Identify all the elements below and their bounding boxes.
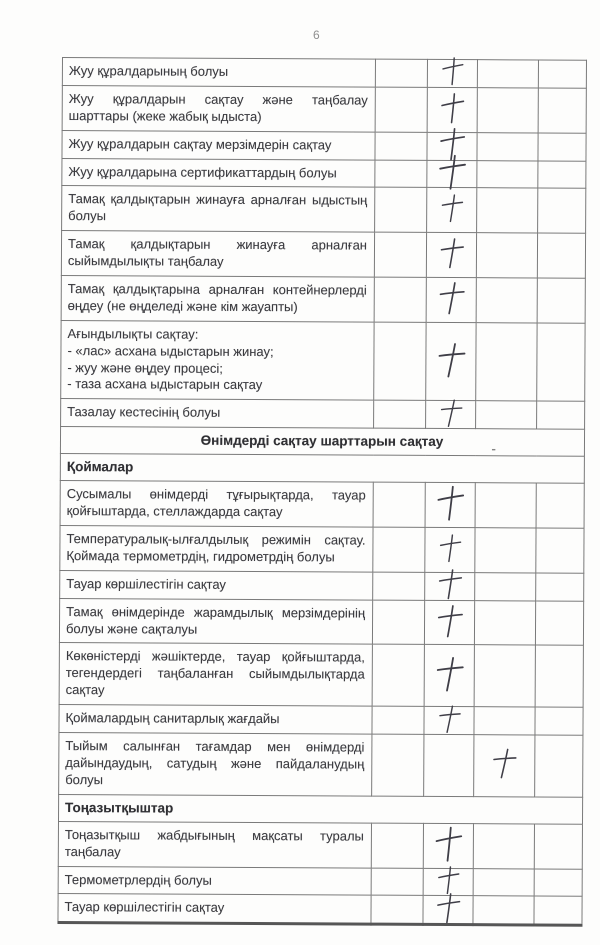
handwritten-plus-mark bbox=[436, 280, 467, 317]
check-cell-col1 bbox=[375, 188, 427, 233]
check-cell-col3 bbox=[474, 600, 535, 645]
row-label: Ағындылықты сақтау: - «лас» асхана ыдыстарын жинау; - жуу және өңдеу процесі; - таза асхана ыдыстарын сақтау bbox=[61, 320, 374, 400]
section-header-label: Қоймалар bbox=[66, 459, 134, 475]
row-label: Тыйым салынған тағамдар мен өнімдерді дайындаудың, сатудың және пайдаланудың болуы bbox=[59, 733, 372, 796]
check-cell-col1 bbox=[371, 896, 423, 925]
checklist-body bbox=[58, 58, 587, 926]
row-label: Сусымалы өнімдерді тұғырықтарда, тауар қойғыштарда, стеллаждарда сақтау bbox=[60, 481, 373, 527]
row-label: Тоңазытқыш жабдығының мақсаты туралы таңбалау bbox=[58, 821, 371, 867]
check-cell-col1 bbox=[374, 232, 426, 277]
check-cell-col2 bbox=[426, 401, 476, 429]
check-cell-col3 bbox=[475, 528, 536, 573]
handwritten-plus-mark bbox=[437, 126, 468, 163]
handwritten-plus-mark bbox=[434, 891, 462, 924]
check-cell-col3 bbox=[477, 88, 538, 133]
check-cell-col4 bbox=[534, 868, 582, 896]
table-row bbox=[61, 276, 585, 324]
check-cell-col3 bbox=[473, 868, 534, 896]
table-row bbox=[60, 481, 584, 529]
check-cell-col1 bbox=[374, 400, 426, 428]
table-row bbox=[59, 733, 583, 797]
handwritten-plus-mark bbox=[434, 340, 468, 380]
row-label: Жуу құралдарын сақтау және таңбалау шарттары (жеке жабық ыдыста) bbox=[62, 85, 375, 131]
row-label: Қоймалардың санитарлық жағдайы bbox=[59, 705, 372, 735]
table-row bbox=[59, 643, 583, 707]
row-label: Көкөністерді жәшіктерде, тауар қойғыштарда, тегендердегі таңбаланған сыйымдылықтарда сақтау bbox=[59, 643, 372, 706]
check-cell-col3 bbox=[476, 233, 537, 278]
check-cell-col2 bbox=[425, 572, 475, 600]
row-label: Тауар көршілестігін сақтау bbox=[60, 570, 373, 600]
check-cell-col2 bbox=[424, 600, 474, 645]
check-cell-col4 bbox=[534, 824, 582, 869]
handwritten-plus-mark bbox=[434, 484, 467, 523]
row-label: Тамақ өнімдерінде жарамдылық мерзімдерінің болуы және сақталуы bbox=[59, 598, 372, 644]
table-row bbox=[58, 866, 582, 897]
table-row bbox=[60, 570, 584, 601]
row-label: Жуу құралдарына сертификаттардың болуы bbox=[62, 158, 375, 188]
check-cell-col3 bbox=[475, 483, 536, 528]
section-header bbox=[58, 794, 582, 824]
check-cell-col4 bbox=[535, 735, 583, 797]
section-row bbox=[60, 427, 584, 457]
table-row bbox=[62, 130, 586, 161]
check-cell-col2 bbox=[427, 132, 477, 160]
section-header bbox=[60, 427, 584, 457]
table-row bbox=[62, 85, 586, 133]
check-cell-col3 bbox=[474, 645, 535, 707]
check-cell-col3 bbox=[473, 896, 534, 925]
check-cell-col4 bbox=[535, 645, 583, 707]
row-label: Тауар көршілестігін сақтау bbox=[58, 894, 371, 925]
row-label: Жуу құралдарын сақтау мерзімдерін сақтау bbox=[62, 130, 375, 160]
table-row bbox=[61, 399, 585, 430]
handwritten-plus-mark bbox=[439, 56, 466, 88]
check-cell-col1 bbox=[373, 572, 425, 600]
check-cell-col2 bbox=[425, 527, 475, 572]
handwritten-plus-mark bbox=[433, 654, 466, 693]
table-row bbox=[62, 158, 586, 189]
handwritten-plus-mark bbox=[438, 91, 467, 125]
check-cell-col4 bbox=[538, 188, 586, 233]
table-row bbox=[61, 320, 585, 401]
table-row bbox=[61, 231, 585, 279]
handwritten-plus-mark bbox=[437, 236, 465, 270]
check-cell-col2 bbox=[423, 896, 473, 925]
check-cell-col4 bbox=[538, 161, 586, 189]
row-label: Тамақ қалдықтарын жинауға арналған сыйымдылықты таңбалау bbox=[61, 231, 374, 277]
check-cell-col4 bbox=[536, 573, 584, 601]
row-label: Тамақ қалдықтарына арналған контейнерлерді өңдеу (не өңделеді және кім жауапты) bbox=[61, 276, 374, 322]
check-cell-col1 bbox=[375, 59, 427, 87]
check-cell-col3 bbox=[475, 572, 536, 600]
table-row bbox=[62, 186, 586, 234]
check-cell-col1 bbox=[374, 322, 426, 401]
check-cell-col1 bbox=[375, 160, 427, 188]
check-cell-col4 bbox=[538, 88, 586, 133]
stray-dash-mark: - bbox=[491, 441, 496, 457]
check-cell-col3 bbox=[473, 823, 534, 868]
row-label: Термометрлердің болуы bbox=[58, 866, 371, 896]
check-cell-col2 bbox=[426, 322, 476, 401]
check-cell-col3 bbox=[476, 401, 537, 429]
handwritten-plus-mark bbox=[435, 864, 461, 895]
check-cell-col4 bbox=[537, 278, 585, 323]
section-header bbox=[60, 454, 584, 484]
check-cell-col2 bbox=[424, 707, 474, 735]
check-cell-col2 bbox=[423, 823, 473, 868]
check-cell-col3 bbox=[474, 707, 535, 735]
handwritten-plus-mark bbox=[489, 746, 519, 781]
handwritten-plus-mark bbox=[437, 397, 465, 429]
check-cell-col1 bbox=[372, 600, 424, 645]
check-cell-col1 bbox=[372, 706, 424, 734]
check-cell-col4 bbox=[535, 601, 583, 646]
handwritten-plus-mark bbox=[432, 824, 466, 864]
check-cell-col3 bbox=[476, 278, 537, 323]
check-cell-col2 bbox=[426, 277, 476, 322]
check-cell-col4 bbox=[535, 707, 583, 735]
check-cell-col1 bbox=[374, 277, 426, 322]
check-cell-col4 bbox=[537, 401, 585, 429]
check-cell-col4 bbox=[538, 60, 586, 88]
row-label: Тамақ қалдықтарын жинауға арналған ыдыстың болуы bbox=[62, 186, 375, 232]
section-header-label: Тоңазытқыштар bbox=[65, 799, 174, 816]
check-cell-col4 bbox=[536, 483, 584, 528]
check-cell-col2 bbox=[426, 233, 476, 278]
check-cell-col3 bbox=[476, 322, 537, 401]
check-cell-col4 bbox=[537, 323, 585, 402]
row-label: Тазалау кестесінің болуы bbox=[61, 399, 374, 429]
row-label: Температуралық-ылғалдылық режимін сақтау. Қоймада термометрдің, гидрометрдің болуы bbox=[60, 526, 373, 572]
check-cell-col3 bbox=[477, 160, 538, 188]
section-row bbox=[60, 454, 584, 484]
check-cell-col4 bbox=[537, 233, 585, 278]
section-header-label: Өнімдерді сақтау шарттарын сақтау bbox=[200, 432, 444, 450]
check-cell-col4 bbox=[534, 896, 582, 925]
check-cell-col2 bbox=[427, 160, 477, 188]
check-cell-col1 bbox=[371, 823, 423, 868]
inspection-checklist-table bbox=[57, 57, 587, 927]
check-cell-col2 bbox=[425, 483, 475, 528]
check-cell-col2 bbox=[427, 188, 477, 233]
handwritten-plus-mark bbox=[439, 193, 465, 224]
table-row bbox=[59, 705, 583, 736]
row-label: Жуу құралдарының болуы bbox=[62, 58, 375, 88]
check-cell-col1 bbox=[375, 132, 427, 160]
check-cell-col1 bbox=[372, 645, 424, 707]
check-cell-col4 bbox=[536, 528, 584, 573]
page-number: 6 bbox=[313, 28, 320, 42]
handwritten-plus-mark bbox=[434, 603, 465, 639]
check-cell-col3 bbox=[477, 188, 538, 233]
check-cell-col1 bbox=[373, 527, 425, 572]
check-cell-col2 bbox=[427, 59, 477, 87]
check-cell-col3 bbox=[474, 735, 535, 797]
table-row bbox=[58, 821, 582, 869]
table-row bbox=[60, 526, 584, 574]
check-cell-col1 bbox=[375, 87, 427, 132]
handwritten-plus-mark bbox=[436, 568, 464, 601]
handwritten-plus-mark bbox=[435, 703, 462, 735]
handwritten-plus-mark bbox=[437, 533, 463, 564]
check-cell-col4 bbox=[538, 133, 586, 161]
section-row bbox=[58, 794, 582, 824]
check-cell-col1 bbox=[373, 482, 425, 527]
check-cell-col1 bbox=[371, 868, 423, 896]
check-cell-col2 bbox=[424, 645, 474, 707]
check-cell-col3 bbox=[477, 60, 538, 88]
check-cell-col3 bbox=[477, 132, 538, 160]
check-cell-col2 bbox=[427, 87, 477, 132]
check-cell-col2 bbox=[424, 734, 474, 796]
table-row bbox=[58, 894, 582, 926]
table-row bbox=[59, 598, 583, 646]
table-row bbox=[62, 58, 586, 89]
check-cell-col2 bbox=[423, 868, 473, 896]
check-cell-col1 bbox=[372, 734, 424, 796]
